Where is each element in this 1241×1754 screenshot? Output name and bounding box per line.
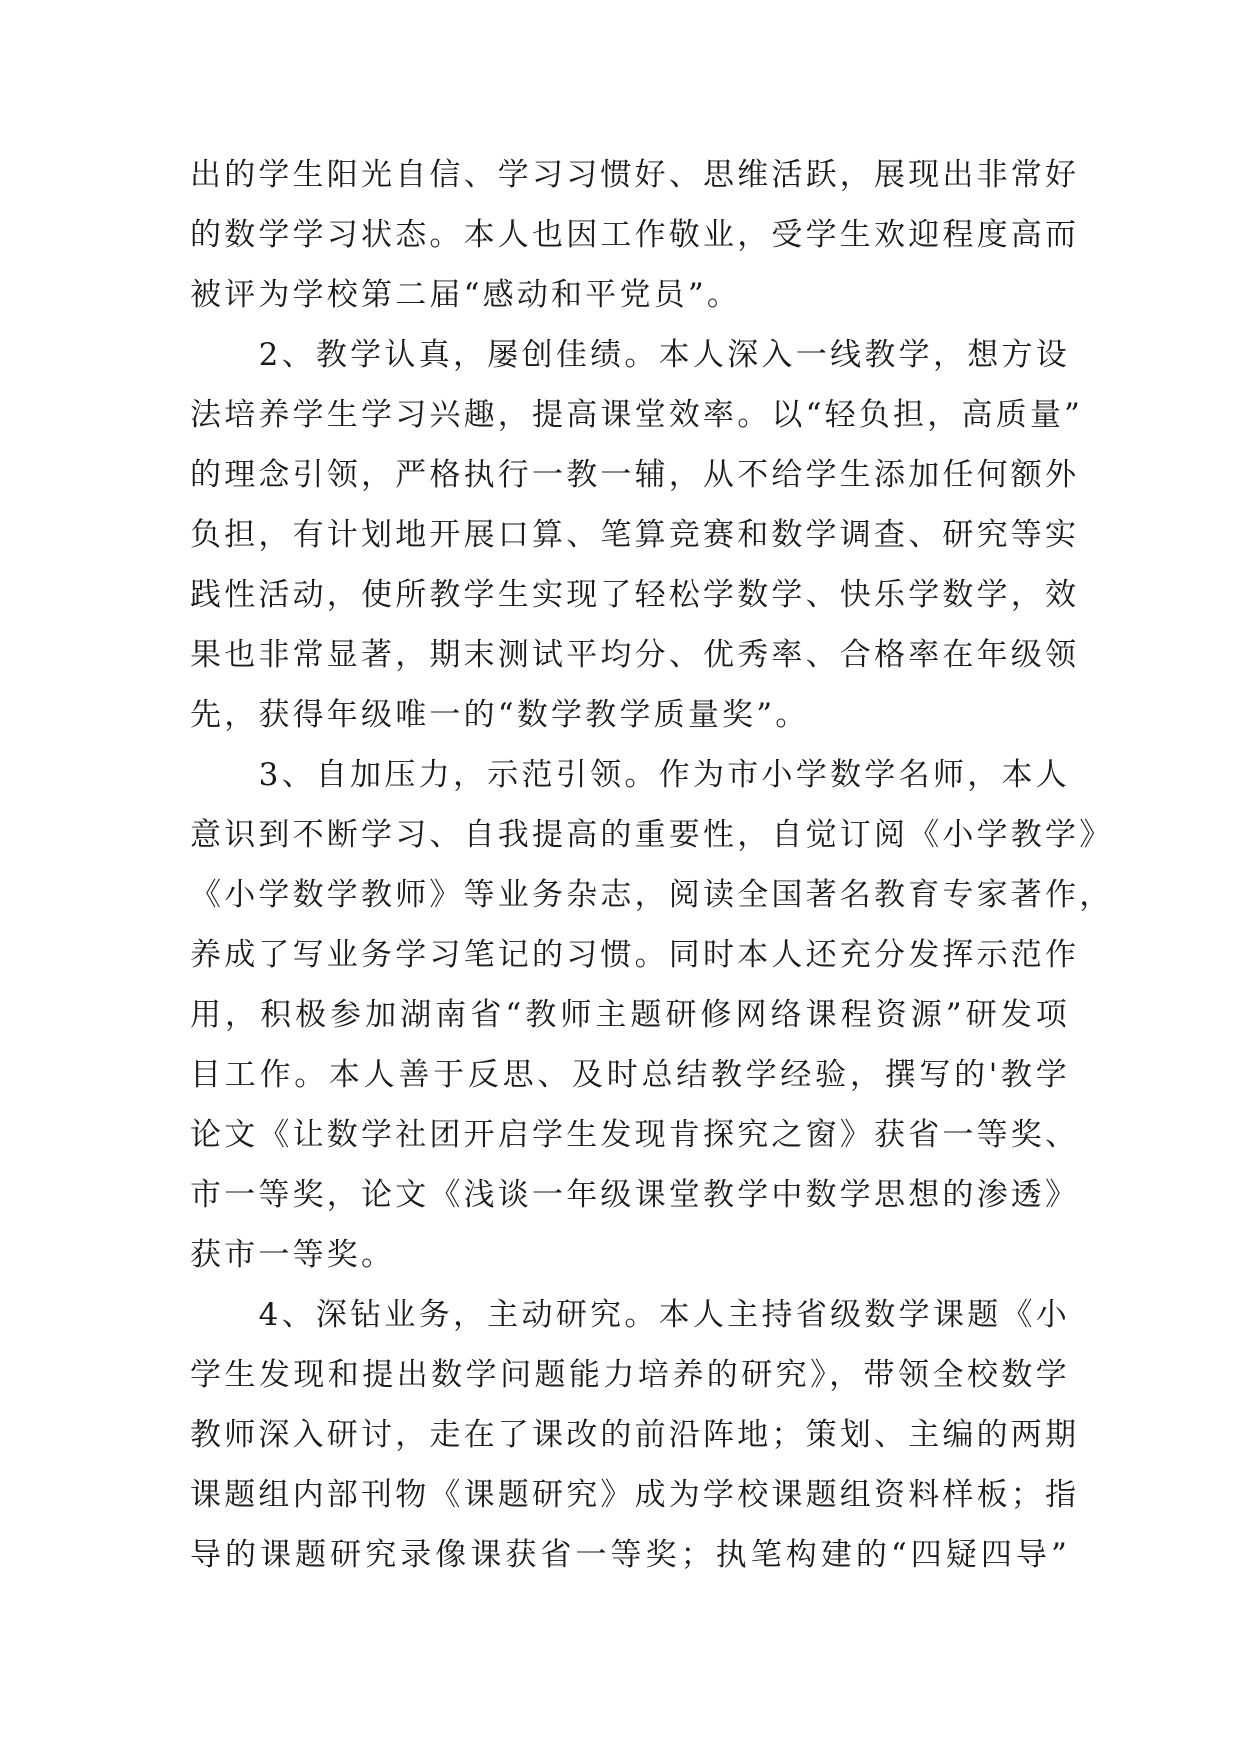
text-line: 用，积极参加湖南省“教师主题研修网络课程资源”研发项 — [190, 997, 1070, 1033]
text-line: 4、深钻业务，主动研究。本人主持省级数学课题《小 — [190, 1297, 1070, 1333]
document-body — [190, 145, 1114, 1585]
text-line: 养成了写业务学习笔记的习惯。同时本人还充分发挥示范作 — [190, 937, 1080, 973]
text-line: 法培养学生学习兴趣，提高课堂效率。以“轻负担，高质量” — [190, 397, 1084, 433]
paragraph-3 — [190, 745, 1114, 1285]
text-line: 获市一等奖。 — [190, 1237, 396, 1273]
paragraph-1 — [190, 145, 1080, 325]
text-line: 被评为学校第二届“感动和平党员”。 — [190, 277, 742, 313]
text-line: 果也非常显著，期末测试平均分、优秀率、合格率在年级领 — [190, 637, 1080, 673]
text-line: 教师深入研讨，走在了课改的前沿阵地；策划、主编的两期 — [190, 1417, 1080, 1453]
text-line: 意识到不断学习、自我提高的重要性，自觉订阅《小学教学》 — [190, 817, 1114, 853]
text-line: 负担，有计划地开展口算、笔算竞赛和数学调查、研究等实 — [190, 517, 1080, 553]
paragraph-4 — [190, 1285, 1080, 1585]
text-line: 课题组内部刊物《课题研究》成为学校课题组资料样板；指 — [190, 1477, 1080, 1513]
text-line: 的数学学习状态。本人也因工作敬业，受学生欢迎程度高而 — [190, 217, 1080, 253]
text-line: 目工作。本人善于反思、及时总结教学经验，撰写的'教学 — [190, 1057, 1070, 1093]
paragraph-2 — [190, 325, 1084, 745]
text-line: 践性活动，使所教学生实现了轻松学数学、快乐学数学，效 — [190, 577, 1080, 613]
text-line: 导的课题研究录像课获省一等奖；执笔构建的“四疑四导” — [190, 1537, 1070, 1573]
text-line: 学生发现和提出数学问题能力培养的研究》，带领全校数学 — [190, 1357, 1070, 1393]
text-line: 2、教学认真，屡创佳绩。本人深入一线教学，想方设 — [190, 337, 1070, 373]
text-line: 《小学数学教师》等业务杂志，阅读全国著名教育专家著作， — [190, 877, 1114, 913]
text-line: 出的学生阳光自信、学习习惯好、思维活跃，展现出非常好 — [190, 157, 1080, 193]
text-line: 3、自加压力，示范引领。作为市小学数学名师，本人 — [190, 757, 1070, 793]
text-line: 论文《让数学社团开启学生发现肯探究之窗》获省一等奖、 — [190, 1117, 1080, 1153]
text-line: 的理念引领，严格执行一教一辅，从不给学生添加任何额外 — [190, 457, 1080, 493]
text-line: 先，获得年级唯一的“数学教学质量奖”。 — [190, 697, 810, 733]
text-line: 市一等奖，论文《浅谈一年级课堂教学中数学思想的渗透》 — [190, 1177, 1080, 1213]
